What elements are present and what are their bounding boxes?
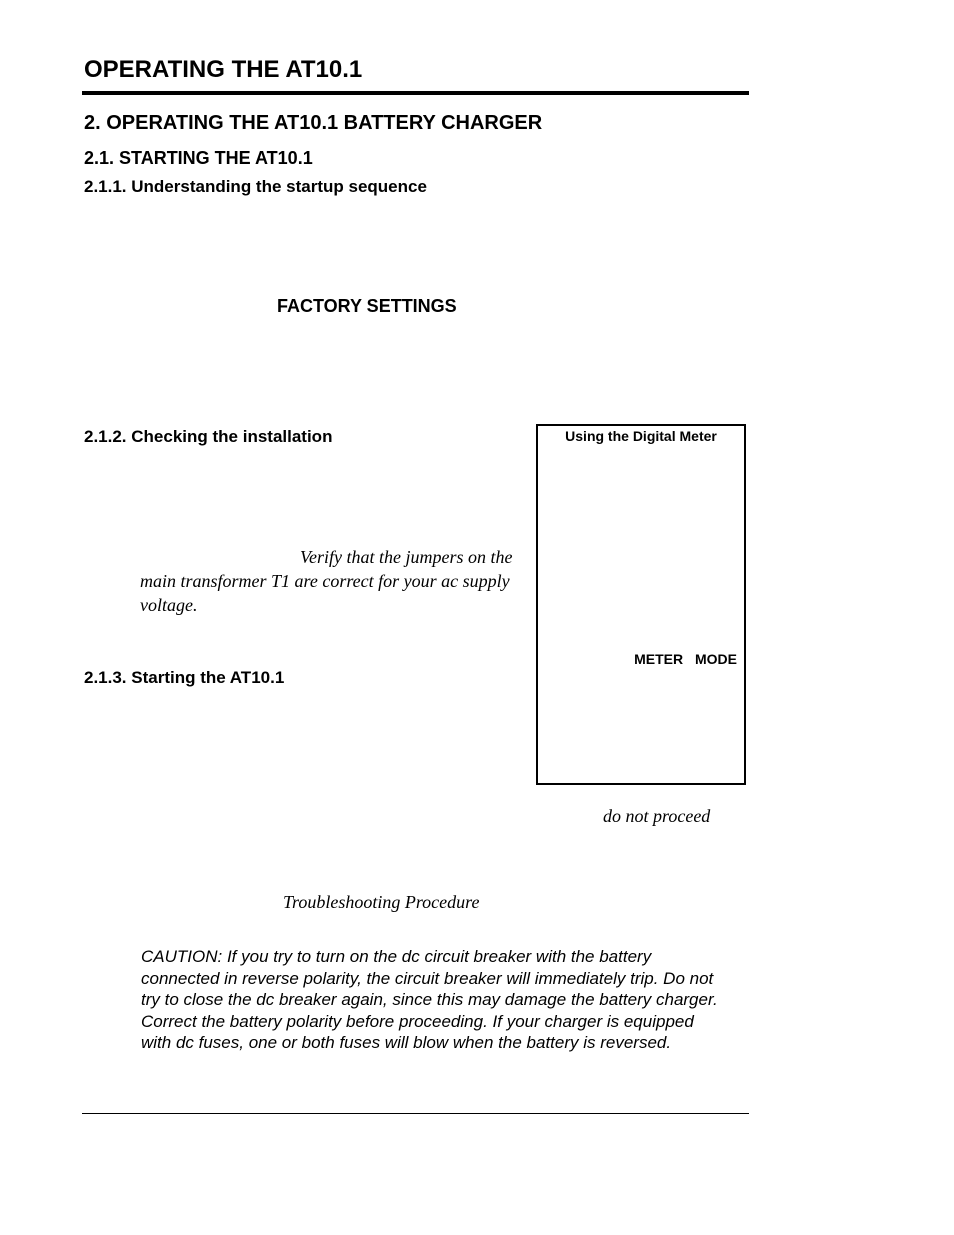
verify-jumpers-text: Verify that the jumpers on the main transformer T1 are correct for your ac supply voltage. [140, 547, 513, 615]
meter-mode-label: METER MODE [634, 651, 737, 667]
starting-heading: 2.1.3. Starting the AT10.1 [84, 668, 285, 687]
startup-sequence-heading: 2.1.1. Understanding the startup sequence [84, 177, 427, 196]
do-not-proceed-text: do not proceed [603, 806, 711, 826]
subsection-heading: 2.1. STARTING THE AT10.1 [84, 148, 313, 168]
caution-note: CAUTION: If you try to turn on the dc circuit breaker with the battery connected in reverse polarity, the circuit breaker will immediately trip. Do not try to close the dc breaker again, since this may damage the battery charger. Correct the battery polarity before proceeding. If your charger is equipped with dc fuses, one or both fuses will blow when the battery is reversed. [141, 947, 718, 1053]
footer-rule [82, 1113, 749, 1114]
factory-settings-label: FACTORY SETTINGS [277, 296, 457, 316]
checking-installation-heading: 2.1.2. Checking the installation [84, 427, 333, 446]
troubleshooting-reference: Troubleshooting Procedure [283, 892, 480, 912]
page-title: OPERATING THE AT10.1 [84, 56, 363, 83]
title-rule [82, 91, 749, 95]
sidebar-title: Using the Digital Meter [565, 428, 717, 444]
digital-meter-sidebar [536, 424, 746, 785]
section-heading: 2. OPERATING THE AT10.1 BATTERY CHARGER [84, 112, 543, 134]
